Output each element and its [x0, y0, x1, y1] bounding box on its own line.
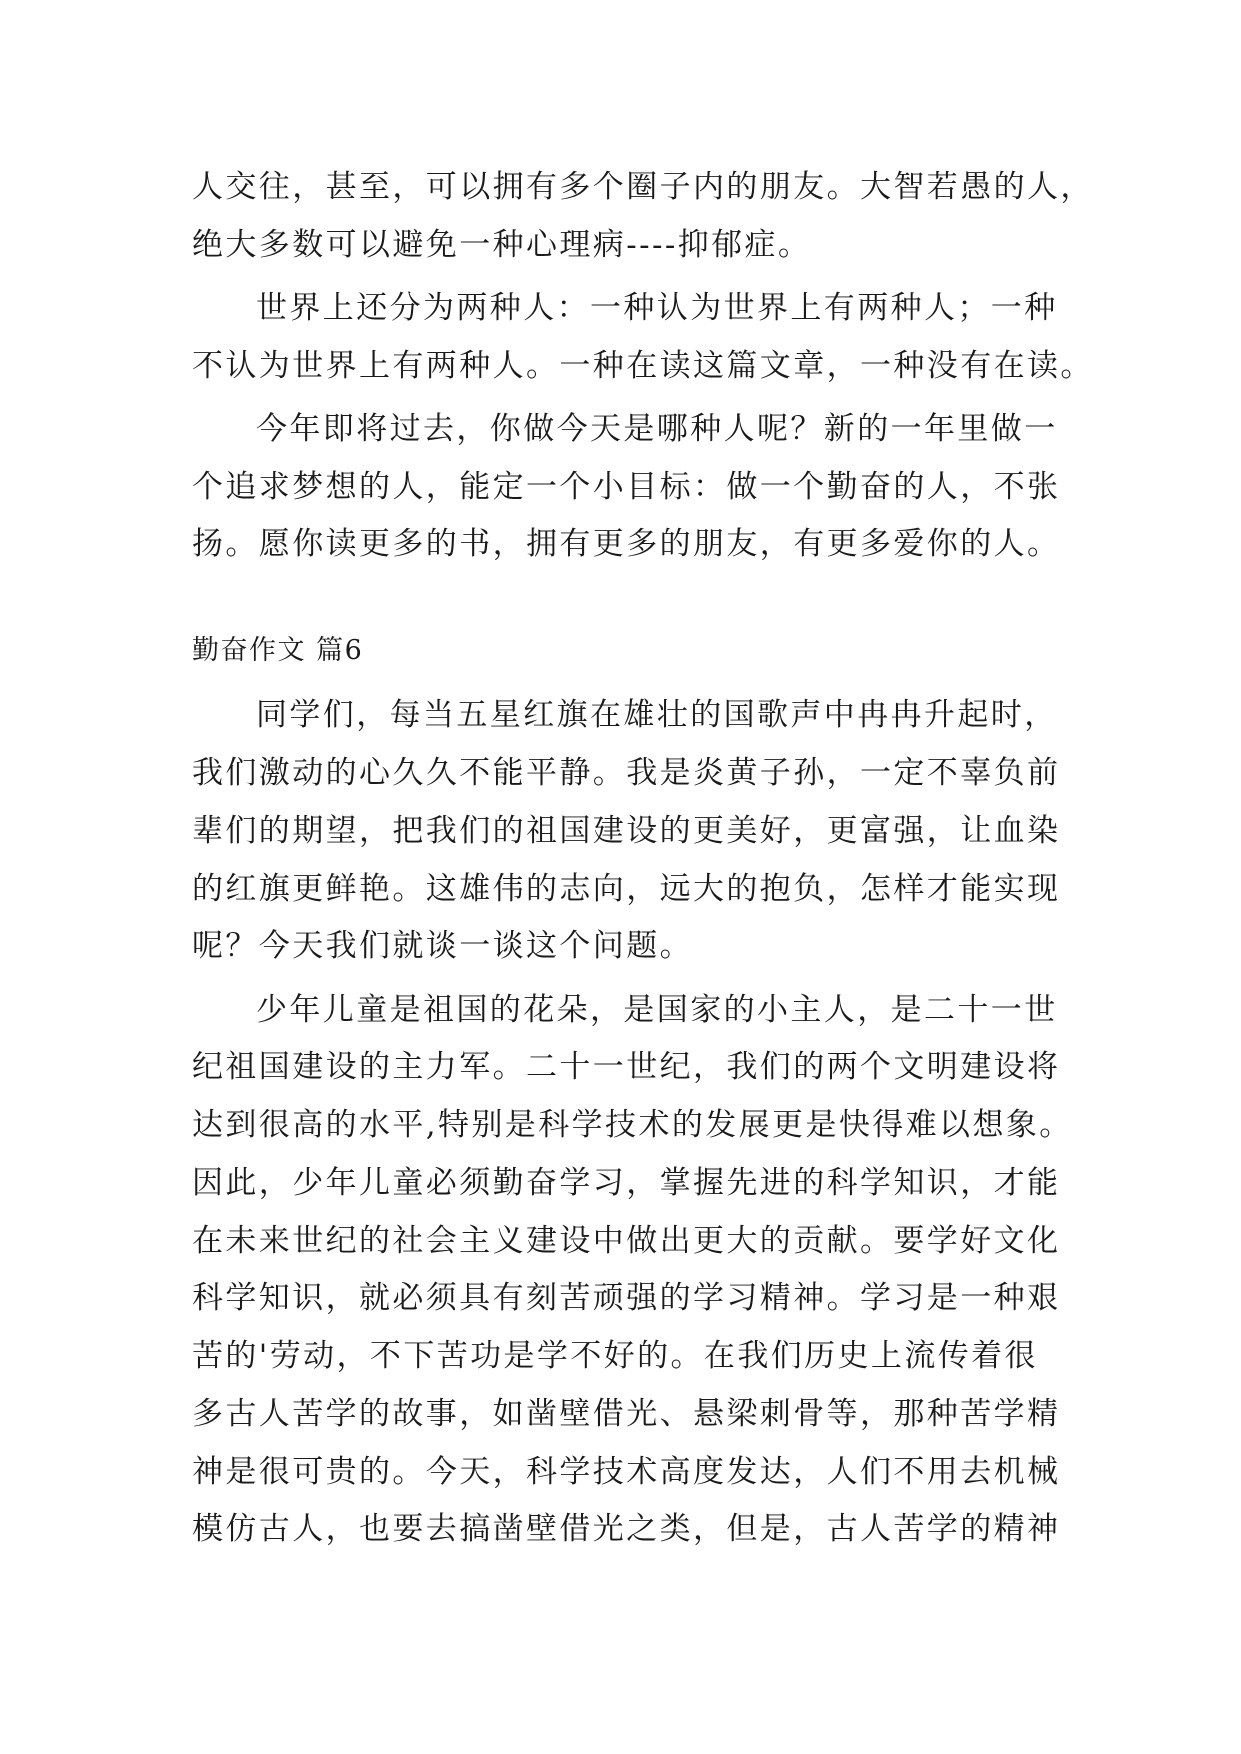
paragraph-line: 模仿古人，也要去搞凿壁借光之类，但是，古人苦学的精神: [192, 1511, 1061, 1547]
paragraph-line: 呢？今天我们就谈一谈这个问题。: [192, 928, 693, 964]
paragraph-line: 少年儿童是祖国的花朵，是国家的小主人，是二十一世: [256, 992, 1058, 1028]
paragraph-line: 的红旗更鲜艳。这雄伟的志向，远大的抱负，怎样才能实现: [192, 871, 1061, 907]
paragraph-line: 绝大多数可以避免一种心理病----抑郁症。: [192, 227, 812, 263]
paragraph-line: 个追求梦想的人，能定一个小目标：做一个勤奋的人，不张: [192, 469, 1061, 505]
paragraph-line: 苦的'劳动，不下苦功是学不好的。在我们历史上流传着很: [192, 1338, 1038, 1374]
paragraph-line: 辈们的期望，把我们的祖国建设的更美好，更富强，让血染: [192, 813, 1061, 849]
paragraph-line: 多古人苦学的故事，如凿壁借光、悬梁刺骨等，那种苦学精: [192, 1396, 1061, 1432]
paragraph-line: 世界上还分为两种人：一种认为世界上有两种人；一种: [256, 290, 1058, 326]
paragraph-line: 今年即将过去，你做今天是哪种人呢？新的一年里做一: [256, 411, 1058, 447]
section-heading: 勤奋作文 篇6: [192, 635, 364, 666]
paragraph-line: 不认为世界上有两种人。一种在读这篇文章，一种没有在读。: [192, 348, 1094, 384]
paragraph-line: 纪祖国建设的主力军。二十一世纪，我们的两个文明建设将: [192, 1049, 1061, 1085]
paragraph-line: 科学知识，就必须具有刻苦顽强的学习精神。学习是一种艰: [192, 1280, 1061, 1316]
paragraph-line: 我们激动的心久久不能平静。我是炎黄子孙，一定不辜负前: [192, 755, 1061, 791]
paragraph-line: 扬。愿你读更多的书，拥有更多的朋友，有更多爱你的人。: [192, 526, 1061, 562]
paragraph-line: 同学们，每当五星红旗在雄壮的国歌声中冉冉升起时，: [256, 697, 1058, 733]
paragraph-line: 达到很高的水平,特别是科学技术的发展更是快得难以想象。: [192, 1107, 1073, 1143]
paragraph-line: 因此，少年儿童必须勤奋学习，掌握先进的科学知识，才能: [192, 1165, 1061, 1201]
paragraph-line: 人交往，甚至，可以拥有多个圈子内的朋友。大智若愚的人，: [192, 169, 1094, 205]
paragraph-line: 神是很可贵的。今天，科学技术高度发达，人们不用去机械: [192, 1454, 1061, 1490]
paragraph-line: 在未来世纪的社会主义建设中做出更大的贡献。要学好文化: [192, 1223, 1061, 1259]
